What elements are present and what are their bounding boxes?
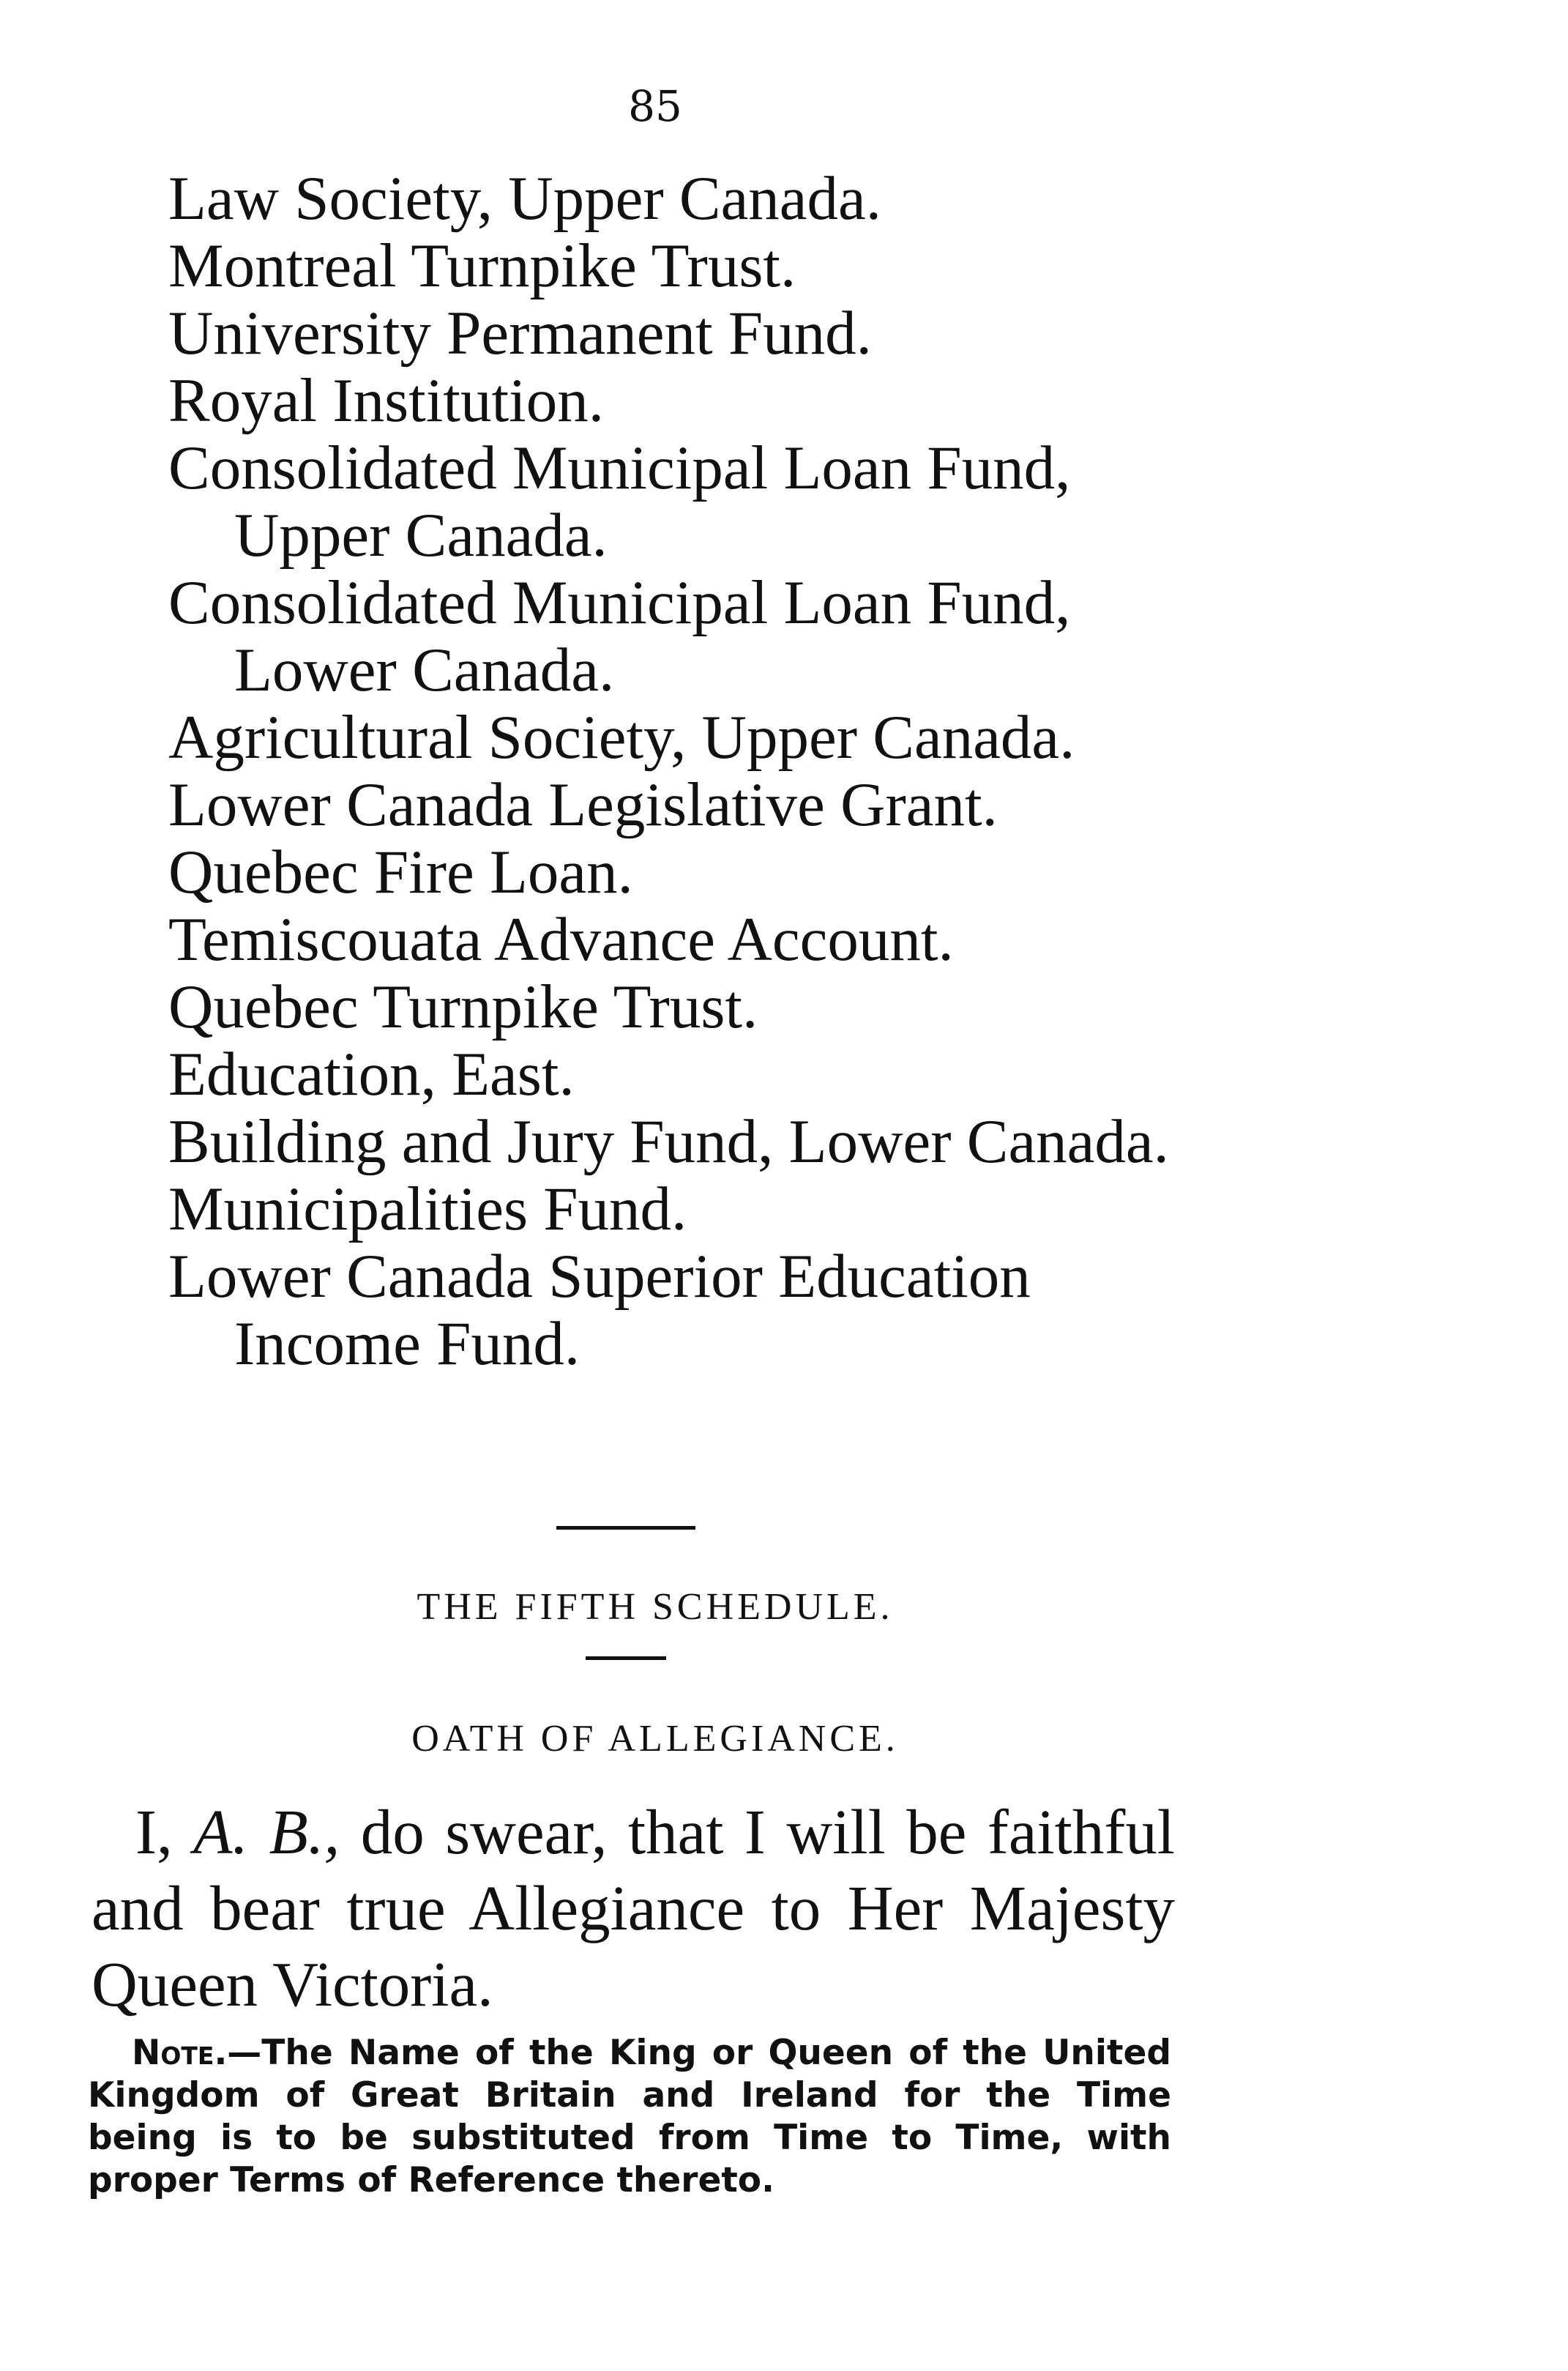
list-item: University Permanent Fund. xyxy=(168,299,872,368)
note-paragraph xyxy=(88,2032,1171,2202)
list-item: Consolidated Municipal Loan Fund, Lower Canada. xyxy=(168,568,1071,704)
note-text: —The Name of the King or Queen of the United Kingdom of Great Britain and Ireland for the Time being is to be substituted from Time to Time, with proper Terms of Reference thereto. xyxy=(88,2033,1171,2200)
oath-text xyxy=(92,1794,1175,2022)
list-item: Consolidated Municipal Loan Fund, Upper Canada. xyxy=(168,433,1071,570)
page-number: 85 xyxy=(628,81,682,131)
list-item: Building and Jury Fund, Lower Canada. xyxy=(168,1107,1169,1176)
list-item: Agricultural Society, Upper Canada. xyxy=(168,703,1075,772)
list-item: Temiscouata Advance Account. xyxy=(168,905,954,974)
oath-name: A. B., xyxy=(193,1796,340,1867)
fund-list xyxy=(168,165,1215,1377)
section-divider xyxy=(586,1656,666,1660)
list-item: Education, East. xyxy=(168,1040,575,1109)
note-label: Note. xyxy=(132,2033,228,2073)
list-item: Law Society, Upper Canada. xyxy=(168,164,882,233)
list-item: Quebec Turnpike Trust. xyxy=(168,972,758,1041)
list-item: Quebec Fire Loan. xyxy=(168,838,633,907)
list-item: Royal Institution. xyxy=(168,366,604,435)
oath-rest: do swear, that I will be faithful and bear true Allegiance to Her Majesty Queen Victoria. xyxy=(92,1796,1175,2020)
list-item: Lower Canada Legislative Grant. xyxy=(168,770,998,839)
list-item: Municipalities Fund. xyxy=(168,1175,687,1243)
section-divider xyxy=(556,1526,695,1530)
oath-heading: OATH OF ALLEGIANCE. xyxy=(411,1718,899,1760)
oath-start: I, xyxy=(135,1796,194,1867)
list-item: Lower Canada Superior Education Income Fund. xyxy=(168,1242,1031,1378)
schedule-heading: THE FIFTH SCHEDULE. xyxy=(417,1586,894,1628)
list-item: Montreal Turnpike Trust. xyxy=(168,231,796,300)
